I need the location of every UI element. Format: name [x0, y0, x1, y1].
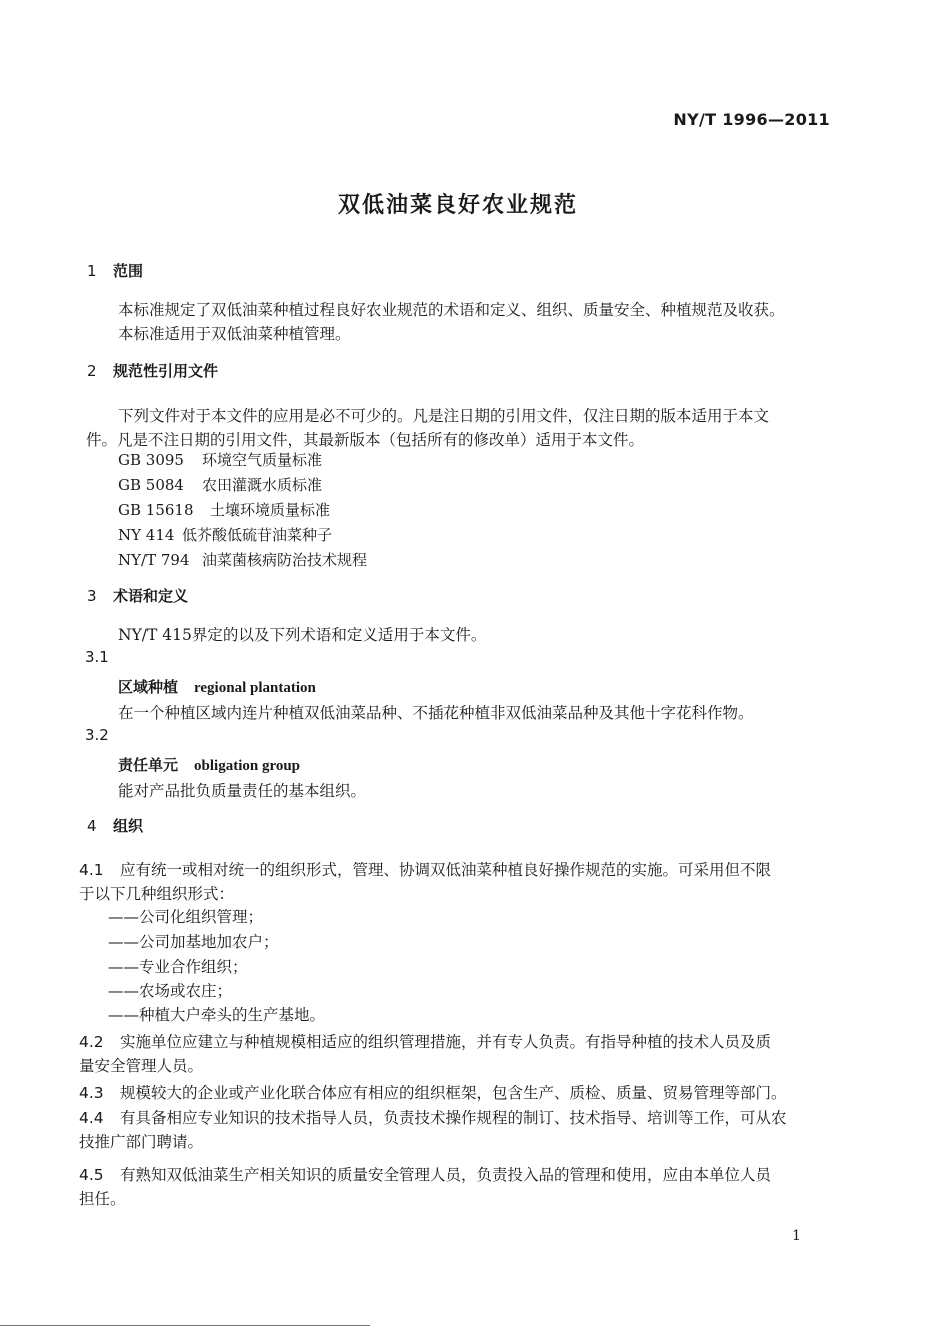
- form-list-item: ——公司化组织管理；: [108, 908, 264, 926]
- term-definition: 在一个种植区域内连片种植双低油菜品种、不插花种植非双低油菜品种及其他十字花科作物。: [118, 704, 754, 722]
- section-title: 组织: [113, 817, 144, 835]
- clause-continuation: 担任。: [79, 1190, 126, 1208]
- clause-4-3: [79, 1081, 787, 1103]
- reference-item: [118, 499, 330, 520]
- paragraph-line: 下列文件对于本文件的应用是必不可少的。凡是注日期的引用文件，仅注日期的版本适用于本文: [118, 407, 770, 425]
- reference-code: GB 3095: [118, 451, 184, 469]
- clause-4-5: [79, 1163, 771, 1185]
- clause-number: 4.2: [79, 1033, 104, 1051]
- section-title: 范围: [113, 262, 144, 280]
- reference-item: [118, 449, 322, 470]
- term-number: 3.2: [85, 726, 109, 744]
- reference-item: [118, 549, 367, 570]
- reference-name: 环境空气质量标准: [202, 451, 323, 469]
- term-chinese: 区域种植: [118, 678, 179, 696]
- clause-number: 4.3: [79, 1084, 104, 1102]
- term-english: obligation group: [194, 758, 301, 774]
- section-number: 4: [87, 817, 97, 835]
- reference-code: NY 414: [118, 526, 175, 544]
- reference-item: [118, 524, 332, 545]
- clause-text: 有熟知双低油菜生产相关知识的质量安全管理人员，负责投入品的管理和使用，应由本单位人员: [120, 1166, 772, 1184]
- term-english: regional plantation: [194, 680, 316, 696]
- clause-text: 有具备相应专业知识的技术指导人员，负责技术操作规程的制订、技术指导、培训等工作，可从农: [120, 1109, 787, 1127]
- term-definition: 能对产品批负质量责任的基本组织。: [118, 782, 367, 800]
- section-3-heading: [87, 585, 188, 606]
- clause-number: 4.4: [79, 1109, 104, 1127]
- form-list-item: ——种植大户牵头的生产基地。: [108, 1006, 326, 1024]
- clause-text: 实施单位应建立与种植规模相适应的组织管理措施，并有专人负责。有指导种植的技术人员及质: [120, 1033, 772, 1051]
- reference-name: 油菜菌核病防治技术规程: [202, 551, 368, 569]
- section-number: 1: [87, 262, 97, 280]
- section-2-heading: [87, 360, 218, 381]
- section-number: 2: [87, 362, 97, 380]
- clause-text: 应有统一或相对统一的组织形式，管理、协调双低油菜种植良好操作规范的实施。可采用但不限: [120, 861, 772, 879]
- form-list-item: ——公司加基地加农户；: [108, 933, 279, 951]
- term-number: 3.1: [85, 648, 109, 666]
- clause-4-4: [79, 1106, 787, 1128]
- reference-code: GB 5084: [118, 476, 184, 494]
- term-heading: [118, 676, 316, 697]
- paragraph-line: 本标准适用于双低油菜种植管理。: [118, 325, 351, 343]
- paragraph-line: 件。凡是不注日期的引用文件，其最新版本（包括所有的修改单）适用于本文件。: [86, 431, 645, 449]
- reference-item: [118, 474, 322, 495]
- reference-name: 低芥酸低硫苷油菜种子: [182, 526, 333, 544]
- standard-number: NY/T 1996—2011: [673, 110, 830, 129]
- clause-continuation: 技推广部门聘请。: [79, 1133, 204, 1151]
- paragraph-line: NY/T 415界定的以及下列术语和定义适用于本文件。: [118, 626, 487, 644]
- section-title: 术语和定义: [113, 587, 189, 605]
- term-heading: [118, 754, 300, 775]
- term-chinese: 责任单元: [118, 756, 179, 774]
- clause-4-1: [79, 858, 771, 880]
- section-1-heading: [87, 260, 143, 281]
- section-4-heading: [87, 815, 143, 836]
- clause-continuation: 量安全管理人员。: [79, 1057, 204, 1075]
- paragraph-line: 本标准规定了双低油菜种植过程良好农业规范的术语和定义、组织、质量安全、种植规范及收获。: [118, 301, 785, 319]
- reference-name: 土壤环境质量标准: [210, 501, 331, 519]
- clause-continuation: 于以下几种组织形式：: [79, 885, 235, 903]
- clause-4-2: [79, 1030, 771, 1052]
- reference-name: 农田灌溉水质标准: [202, 476, 323, 494]
- clause-text: 规模较大的企业或产业化联合体应有相应的组织框架，包含生产、质检、质量、贸易管理等部门。: [120, 1084, 787, 1102]
- reference-code: GB 15618: [118, 501, 194, 519]
- section-number: 3: [87, 587, 97, 605]
- document-title: 双低油菜良好农业规范: [337, 193, 578, 218]
- reference-code: NY/T 794: [118, 551, 190, 569]
- clause-number: 4.5: [79, 1166, 104, 1184]
- form-list-item: ——专业合作组织；: [108, 958, 248, 976]
- section-title: 规范性引用文件: [113, 362, 219, 380]
- form-list-item: ——农场或农庄；: [108, 982, 233, 1000]
- page-number: 1: [792, 1228, 801, 1244]
- clause-number: 4.1: [79, 861, 104, 879]
- page-bottom-rule: [0, 1325, 370, 1326]
